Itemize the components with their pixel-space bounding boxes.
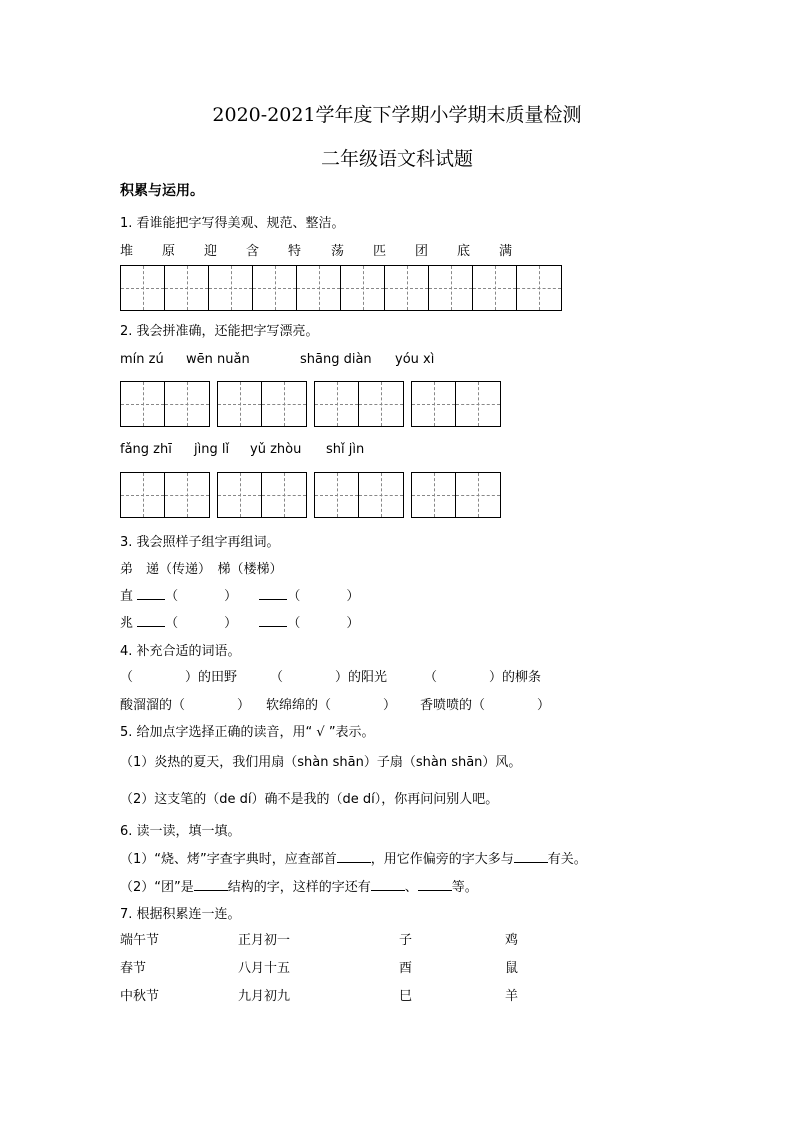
writing-cell[interactable] bbox=[165, 382, 209, 426]
word-box bbox=[217, 381, 307, 427]
answer-blank[interactable] bbox=[194, 890, 228, 891]
q1-char: 迎 bbox=[204, 244, 218, 259]
pinyin: fǎng zhī bbox=[120, 442, 172, 457]
q1-prompt: 1. 看谁能把字写得美观、规范、整洁。 bbox=[120, 216, 345, 231]
q4-item[interactable]: 软绵绵的（ ） bbox=[266, 698, 397, 713]
festival-item[interactable]: 中秋节 bbox=[120, 989, 160, 1004]
writing-cell[interactable] bbox=[297, 266, 341, 310]
q4-item[interactable]: （ ）的田野 bbox=[120, 670, 238, 685]
q6-item1 bbox=[120, 848, 587, 867]
q6-text: ，用它作偏旁的字大多与 bbox=[370, 852, 514, 867]
pinyin: shǐ jìn bbox=[326, 442, 365, 457]
paren: （ bbox=[165, 589, 179, 604]
q1-char: 荡 bbox=[331, 244, 345, 259]
q2-grid-row1 bbox=[120, 381, 501, 427]
writing-cell[interactable] bbox=[165, 266, 209, 310]
writing-cell[interactable] bbox=[121, 473, 165, 517]
paren: ） bbox=[346, 589, 360, 604]
paren: ） bbox=[346, 616, 360, 631]
answer-blank[interactable] bbox=[514, 862, 548, 863]
writing-cell[interactable] bbox=[456, 473, 500, 517]
q3-example: 弟 递（传递） 梯（楼梯） bbox=[120, 562, 283, 577]
word-box bbox=[217, 472, 307, 518]
answer-blank[interactable] bbox=[371, 890, 405, 891]
paren: （ bbox=[287, 589, 301, 604]
q3-char: 兆 bbox=[120, 616, 134, 631]
q2-grid-row2 bbox=[120, 472, 501, 518]
writing-cell[interactable] bbox=[517, 266, 561, 310]
branch-item[interactable]: 酉 bbox=[399, 961, 413, 976]
q4-prompt: 4. 补充合适的词语。 bbox=[120, 644, 241, 659]
animal-item[interactable]: 鼠 bbox=[505, 961, 519, 976]
q4-item[interactable]: （ ）的阳光 bbox=[270, 670, 388, 685]
page-subtitle: 二年级语文科试题 bbox=[320, 148, 473, 170]
paren: （ bbox=[165, 616, 179, 631]
answer-blank[interactable] bbox=[418, 890, 452, 891]
q1-char: 满 bbox=[499, 244, 513, 259]
writing-cell[interactable] bbox=[253, 266, 297, 310]
q5-item1[interactable]: （1）炎热的夏天，我们用扇（shàn shān）子扇（shàn shān）风。 bbox=[120, 755, 522, 770]
branch-item[interactable]: 巳 bbox=[399, 989, 413, 1004]
writing-cell[interactable] bbox=[385, 266, 429, 310]
writing-cell[interactable] bbox=[121, 266, 165, 310]
writing-cell[interactable] bbox=[412, 382, 456, 426]
word-box bbox=[314, 472, 404, 518]
pinyin: jìng lǐ bbox=[194, 442, 230, 457]
q6-text: 结构的字，这样的字还有 bbox=[227, 880, 371, 895]
writing-cell[interactable] bbox=[218, 473, 262, 517]
word-box bbox=[120, 472, 210, 518]
answer-blank[interactable] bbox=[137, 599, 165, 600]
paren: ） bbox=[224, 589, 238, 604]
festival-item[interactable]: 端午节 bbox=[120, 933, 160, 948]
q6-item2 bbox=[120, 876, 478, 895]
pinyin: yǔ zhòu bbox=[250, 442, 302, 457]
writing-cell[interactable] bbox=[412, 473, 456, 517]
pinyin: shāng diàn bbox=[300, 352, 372, 367]
pinyin: yóu xì bbox=[395, 352, 435, 367]
q3-prompt: 3. 我会照样子组字再组词。 bbox=[120, 535, 280, 550]
answer-blank[interactable] bbox=[337, 862, 371, 863]
answer-blank[interactable] bbox=[259, 626, 287, 627]
paren: （ bbox=[287, 616, 301, 631]
q1-grid-row bbox=[120, 265, 562, 311]
q6-prompt: 6. 读一读，填一填。 bbox=[120, 824, 241, 839]
writing-cell[interactable] bbox=[359, 473, 403, 517]
q4-item[interactable]: （ ）的柳条 bbox=[424, 670, 542, 685]
q1-char: 堆 bbox=[120, 244, 134, 259]
writing-cell[interactable] bbox=[429, 266, 473, 310]
animal-item[interactable]: 羊 bbox=[505, 989, 519, 1004]
q1-char: 原 bbox=[162, 244, 176, 259]
q1-char: 团 bbox=[415, 244, 429, 259]
q1-writing-grid bbox=[120, 265, 562, 311]
section-heading: 积累与运用。 bbox=[120, 183, 204, 199]
writing-cell[interactable] bbox=[165, 473, 209, 517]
q2-prompt: 2. 我会拼准确，还能把字写漂亮。 bbox=[120, 324, 319, 339]
festival-item[interactable]: 春节 bbox=[120, 961, 147, 976]
word-box bbox=[411, 381, 501, 427]
q6-text: 、 bbox=[404, 880, 418, 895]
q5-prompt: 5. 给加点字选择正确的读音，用“ √ ”表示。 bbox=[120, 725, 375, 740]
writing-cell[interactable] bbox=[315, 382, 359, 426]
writing-cell[interactable] bbox=[473, 266, 517, 310]
writing-cell[interactable] bbox=[121, 382, 165, 426]
q1-char: 匹 bbox=[373, 244, 387, 259]
writing-cell[interactable] bbox=[341, 266, 385, 310]
q3-line2 bbox=[120, 612, 359, 631]
q6-text: 有关。 bbox=[547, 852, 587, 867]
q1-char: 特 bbox=[288, 244, 302, 259]
pinyin: wēn nuǎn bbox=[186, 352, 250, 367]
date-item[interactable]: 八月十五 bbox=[238, 961, 291, 976]
q1-char: 底 bbox=[457, 244, 471, 259]
word-box bbox=[411, 472, 501, 518]
answer-blank[interactable] bbox=[259, 599, 287, 600]
q6-text: 等。 bbox=[451, 880, 478, 895]
writing-cell[interactable] bbox=[262, 382, 306, 426]
q4-item[interactable]: 香喷喷的（ ） bbox=[420, 698, 551, 713]
q3-line1 bbox=[120, 585, 359, 604]
writing-cell[interactable] bbox=[315, 473, 359, 517]
q1-char: 含 bbox=[246, 244, 260, 259]
answer-blank[interactable] bbox=[137, 626, 165, 627]
q7-prompt: 7. 根据积累连一连。 bbox=[120, 907, 241, 922]
writing-cell[interactable] bbox=[359, 382, 403, 426]
writing-cell[interactable] bbox=[218, 382, 262, 426]
branch-item[interactable]: 子 bbox=[399, 933, 413, 948]
page-title: 2020-2021学年度下学期小学期末质量检测 bbox=[212, 104, 582, 126]
paren: ） bbox=[224, 616, 238, 631]
q5-item2[interactable]: （2）这支笔的（de dí）确不是我的（de dí），你再问问别人吧。 bbox=[120, 792, 499, 807]
writing-cell[interactable] bbox=[456, 382, 500, 426]
writing-cell[interactable] bbox=[209, 266, 253, 310]
date-item[interactable]: 正月初一 bbox=[238, 933, 291, 948]
word-box bbox=[314, 381, 404, 427]
q6-text: （1）“烧、烤”字查字典时，应查部首 bbox=[120, 852, 337, 867]
q4-item[interactable]: 酸溜溜的（ ） bbox=[120, 698, 251, 713]
animal-item[interactable]: 鸡 bbox=[505, 933, 519, 948]
pinyin: mín zú bbox=[120, 352, 164, 367]
q3-char: 直 bbox=[120, 589, 134, 604]
writing-cell[interactable] bbox=[262, 473, 306, 517]
date-item[interactable]: 九月初九 bbox=[238, 989, 291, 1004]
word-box bbox=[120, 381, 210, 427]
q6-text: （2）“团”是 bbox=[120, 880, 194, 895]
